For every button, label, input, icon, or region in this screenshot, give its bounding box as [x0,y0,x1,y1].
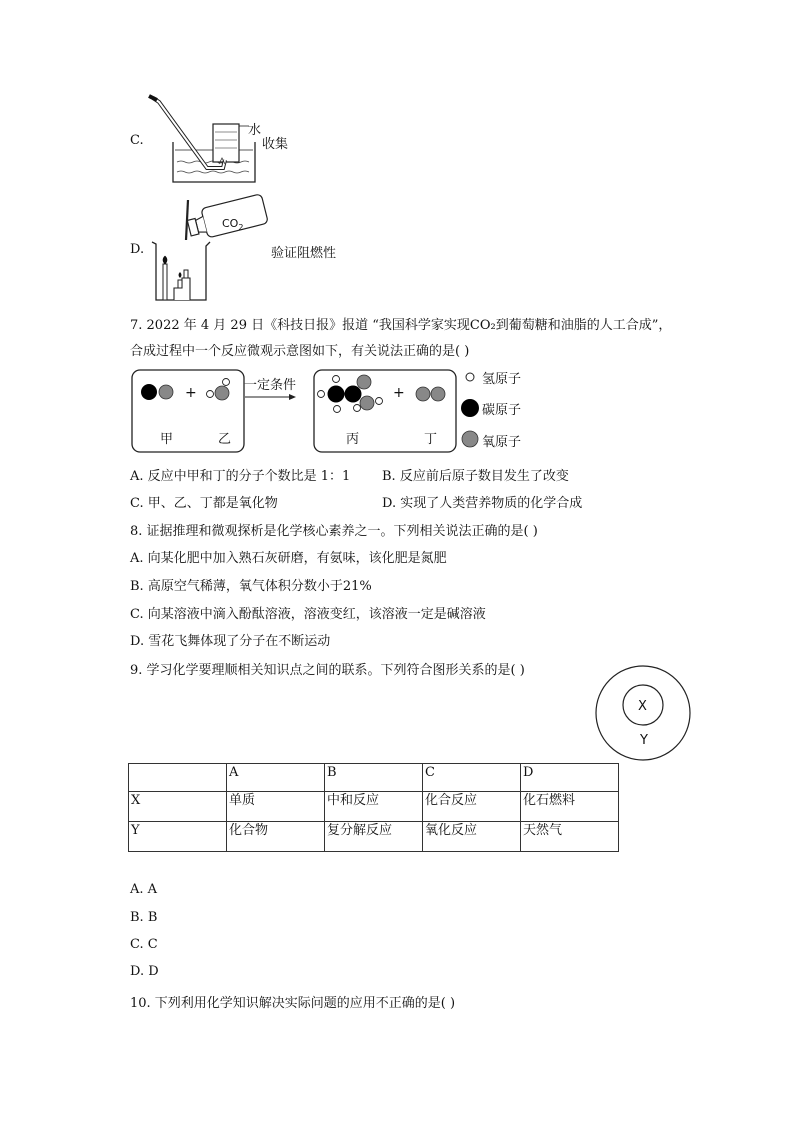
label-ding: 丁 [424,432,438,447]
label-bing: 丙 [346,432,360,447]
reaction-condition: 一定条件 [244,378,297,393]
q6-option-c-letter: C. [130,133,144,148]
table-cell: 氧化反应 [423,822,521,852]
circle-label-y: Y [640,733,648,748]
q9-stem: 9. 学习化学要理顺相关知识点之间的联系。下列符合图形关系的是( ) [130,663,525,678]
q6-option-d-letter: D. [130,242,145,257]
table-cell [129,764,227,792]
legend-carbon: 碳原子 [482,403,522,418]
table-cell: 天然气 [521,822,619,852]
table-cell: 化合反应 [423,792,521,822]
q7-option-c[interactable]: C. 甲、乙、丁都是氧化物 [130,496,278,511]
label-yi: 乙 [218,432,232,447]
circle-label-x: X [638,699,647,714]
label-jia: 甲 [160,432,174,447]
table-cell: D [521,764,619,792]
co2-flame-test-apparatus [150,194,272,304]
table-row [129,792,619,822]
q9-option-a[interactable]: A. A [130,882,158,897]
table-cell: C [423,764,521,792]
q8-option-c[interactable]: C. 向某溶液中滴入酚酞溶液，溶液变红，该溶液一定是碱溶液 [130,607,486,622]
table-cell: 化合物 [227,822,325,852]
q9-option-d[interactable]: D. D [130,964,159,979]
table-row [129,822,619,852]
flame-test-caption: 验证阻燃性 [271,246,337,261]
q8-option-d[interactable]: D. 雪花飞舞体现了分子在不断运动 [130,634,331,649]
svg-text:+: + [393,385,405,401]
table-cell: 复分解反应 [325,822,423,852]
table-cell: A [227,764,325,792]
table-cell: B [325,764,423,792]
q8-stem: 8. 证据推理和微观探析是化学核心素养之一。下列相关说法正确的是( ) [130,524,538,539]
table-cell: X [129,792,227,822]
water-displacement-apparatus [145,92,275,187]
q9-table [128,763,619,852]
q10-stem: 10. 下列利用化学知识解决实际问题的应用不正确的是( ) [130,996,456,1011]
svg-text:+: + [185,385,197,401]
collect-label: 收集 [262,137,289,152]
table-cell: 单质 [227,792,325,822]
q7-option-d[interactable]: D. 实现了人类营养物质的化学合成 [382,496,583,511]
q9-option-c[interactable]: C. C [130,937,158,952]
table-header-row [129,764,619,792]
q8-option-b[interactable]: B. 高原空气稀薄，氧气体积分数小于21% [130,579,372,594]
q9-option-b[interactable]: B. B [130,910,158,925]
q7-stem-line2: 合成过程中一个反应微观示意图如下，有关说法正确的是( ) [130,344,470,359]
co2-bottle-text: $CO_2$ [222,217,244,232]
nested-circles-diagram [592,662,694,764]
water-label: 水 [248,123,262,138]
legend-oxygen: 氧原子 [482,435,522,450]
q7-option-b[interactable]: B. 反应前后原子数目发生了改变 [382,469,569,484]
table-cell: Y [129,822,227,852]
q8-option-a[interactable]: A. 向某化肥中加入熟石灰研磨，有氨味，该化肥是氮肥 [130,551,447,566]
table-cell: 化石燃料 [521,792,619,822]
q7-stem-line1: 7. 2022 年 4 月 29 日《科技日报》报道 “我国科学家实现CO₂到葡萄糖和油脂的人工合成”， [130,318,672,333]
legend-hydrogen: 氢原子 [482,372,522,387]
table-cell: 中和反应 [325,792,423,822]
q7-option-a[interactable]: A. 反应中甲和丁的分子个数比是 1：1 [130,469,351,484]
